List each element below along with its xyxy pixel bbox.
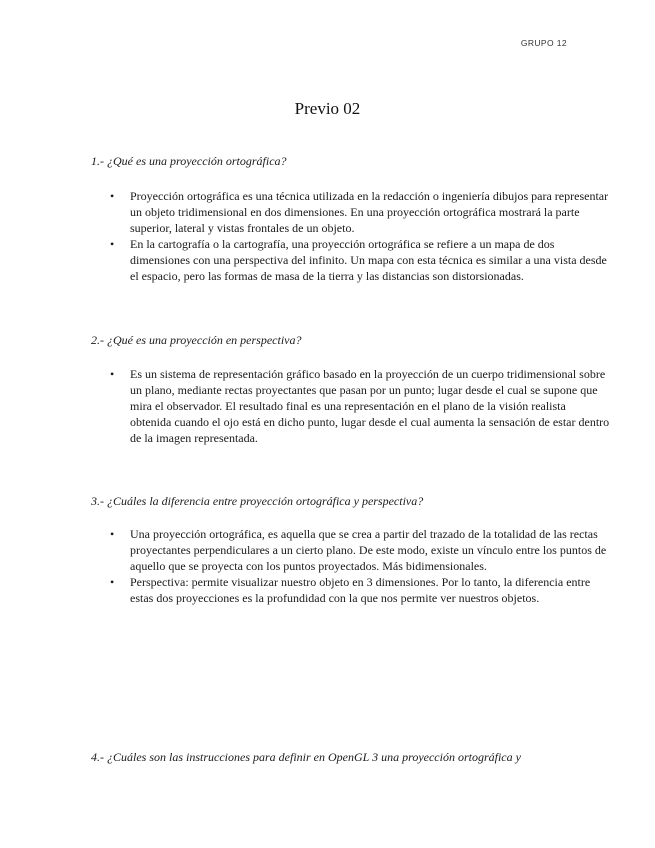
answer-list-2 (91, 366, 610, 446)
answer-3-bullet-1: • Una proyección ortográfica, es aquella que se crea a partir del trazado de la totalidad de las rectas proyectantes perpendiculares a un cierto plano. De este modo, existe un vínculo entre los puntos de aquello que se proyecta con los puntos proyectados. Más bidimensionales. (130, 526, 610, 574)
answer-list-3 (91, 526, 610, 606)
question-4: 4.- ¿Cuáles son las instrucciones para definir en OpenGL 3 una proyección ortográfica y (91, 750, 521, 764)
question-1: 1.- ¿Qué es una proyección ortográfica? (91, 154, 287, 168)
answer-1-bullet-1: • Proyección ortográfica es una técnica utilizada en la redacción o ingeniería dibujos para representar un objeto tridimensional en dos dimensiones. En una proyección ortográfica mostrará la parte superior, lateral y vistas frontales de un objeto. (130, 188, 610, 236)
document-title: Previo 02 (294, 99, 361, 118)
answer-list-1 (91, 188, 610, 284)
answer-1-bullet-2: • En la cartografía o la cartografía, una proyección ortográfica se refiere a un mapa de dos dimensiones con una perspectiva del infinito. Un mapa con esta técnica es similar a una vista desde el espacio, pero las formas de masa de la tierra y las distancias son distorsionadas. (130, 236, 610, 284)
answer-2-bullet-1: • Es un sistema de representación gráfico basado en la proyección de un cuerpo tridimensional sobre un plano, mediante rectas proyectantes que pasan por un punto; lugar desde el cual se supone que mira el observador. El resultado final es una representación en el plano de la visión realista obtenida cuando el ojo está en dicho punto, lugar desde el cual aumenta la sensación de estar dentro de la imagen representada. (130, 366, 610, 446)
question-2: 2.- ¿Qué es una proyección en perspectiva? (91, 333, 302, 347)
page-header-group: GRUPO 12 (520, 38, 567, 48)
question-3: 3.- ¿Cuáles la diferencia entre proyección ortográfica y perspectiva? (91, 494, 424, 508)
answer-3-bullet-2: • Perspectiva: permite visualizar nuestro objeto en 3 dimensiones. Por lo tanto, la diferencia entre estas dos proyecciones es la profundidad con la que nos permite ver nuestros objetos. (130, 574, 610, 606)
